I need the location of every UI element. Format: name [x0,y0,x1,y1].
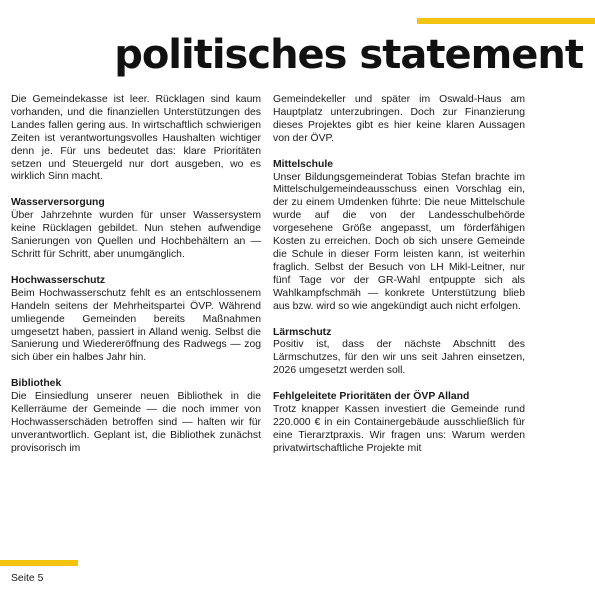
section-mittelschule [273,159,525,314]
page-number: Seite 5 [11,573,44,584]
section-bibliothek [11,378,261,455]
section-text: Beim Hochwasserschutz fehlt es an entschlossenem Handeln seitens der Mehrheitspartei ÖVP. Während umliegende Gemeinden bereits Maßnahmen umgesetzt haben, passiert in Alland wenig. Selbst die Sanierung und Wiedereröffnung des Radwegs — zog sich über ein halbes Jahr hin. [11,287,261,364]
accent-bar-top [417,18,595,24]
accent-bar-bottom [0,560,78,566]
left-column [11,94,261,469]
section-bibliothek-continued [273,94,525,146]
section-prioritaeten [273,391,525,456]
section-wasserversorgung [11,197,261,262]
section-text: Positiv ist, dass der nächste Abschnitt des Lärmschutzes, für den wir uns seit Jahren einsetzen, 2026 umgesetzt werden soll. [273,339,525,377]
section-heading: Bibliothek [11,378,62,390]
section-laermschutz [273,327,525,379]
section-heading: Fehlgeleitete Prioritäten der ÖVP Alland [273,391,470,403]
section-text: Unser Bildungsgemeinderat Tobias Stefan brachte im Mittelschulgemeindeausschuss einen Vorschlag ein, der zu einem Umdenken führte: Die neue Mittelschule wurde auf die von der Landesschulbehörde vorgesehene Größe angepasst, um förderfähigen Kosten zu erreichen. Doch ob sich unsere Gemeinde die Schule in dieser Form leisten kann, ist weiterhin fraglich. Selbst der Besuch von LH Mikl-Leitner, nur fünf Tage vor der GR-Wahl entpuppte sich als Wahlkampfschmäh — konkrete Unterstützung blieb aus bzw. wird so wie angekündigt auch nicht erfolgen. [273,171,525,312]
section-heading: Mittelschule [273,158,334,170]
page-title: politisches statement [114,32,583,78]
section-hochwasserschutz [11,275,261,365]
right-column [273,94,525,469]
section-text: Die Gemeindekasse ist leer. Rücklagen sind kaum vorhanden, und die finanziellen Unterstützungen des Landes fallen gering aus. In wirtschaftlich schwierigen Zeiten ist verantwortungsvolles Haushalten wichtiger denn je. Für uns bedeutet das: klare Prioritäten setzen und Steuergeld nur dort ausgeben, wo es wirklich Sinn macht. [11,94,261,183]
section-text: Die Einsiedlung unserer neuen Bibliothek in die Kellerräume der Gemeinde — die noch immer von Hochwasserschäden betroffen sind — halten wir für unverantwortlich. Geplant ist, die Bibliothek zunächst provisorisch im [11,391,261,454]
section-heading: Wasserversorgung [11,197,105,209]
section-text: Trotz knapper Kassen investiert die Gemeinde rund 220.000 € in ein Containergebäude ausschließlich für eine Tierarztpraxis. Wir fragen uns: Warum werden privatwirtschaftliche Projekte mit [273,404,525,454]
section-intro [11,94,261,184]
section-heading: Lärmschutz [273,326,332,338]
section-text: Über Jahrzehnte wurden für unser Wassersystem keine Rücklagen gebildet. Nun stehen aufwendige Sanierungen von Quellen und Hochbehältern an — Schritt für Schritt, aber unumgänglich. [11,210,261,260]
section-heading: Hochwasserschutz [11,274,106,286]
section-text: Gemeindekeller und später im Oswald-Haus am Hauptplatz unterzubringen. Doch zur Finanzierung dieses Projektes gibt es hier keine klaren Aussagen von der ÖVP. [273,94,525,144]
